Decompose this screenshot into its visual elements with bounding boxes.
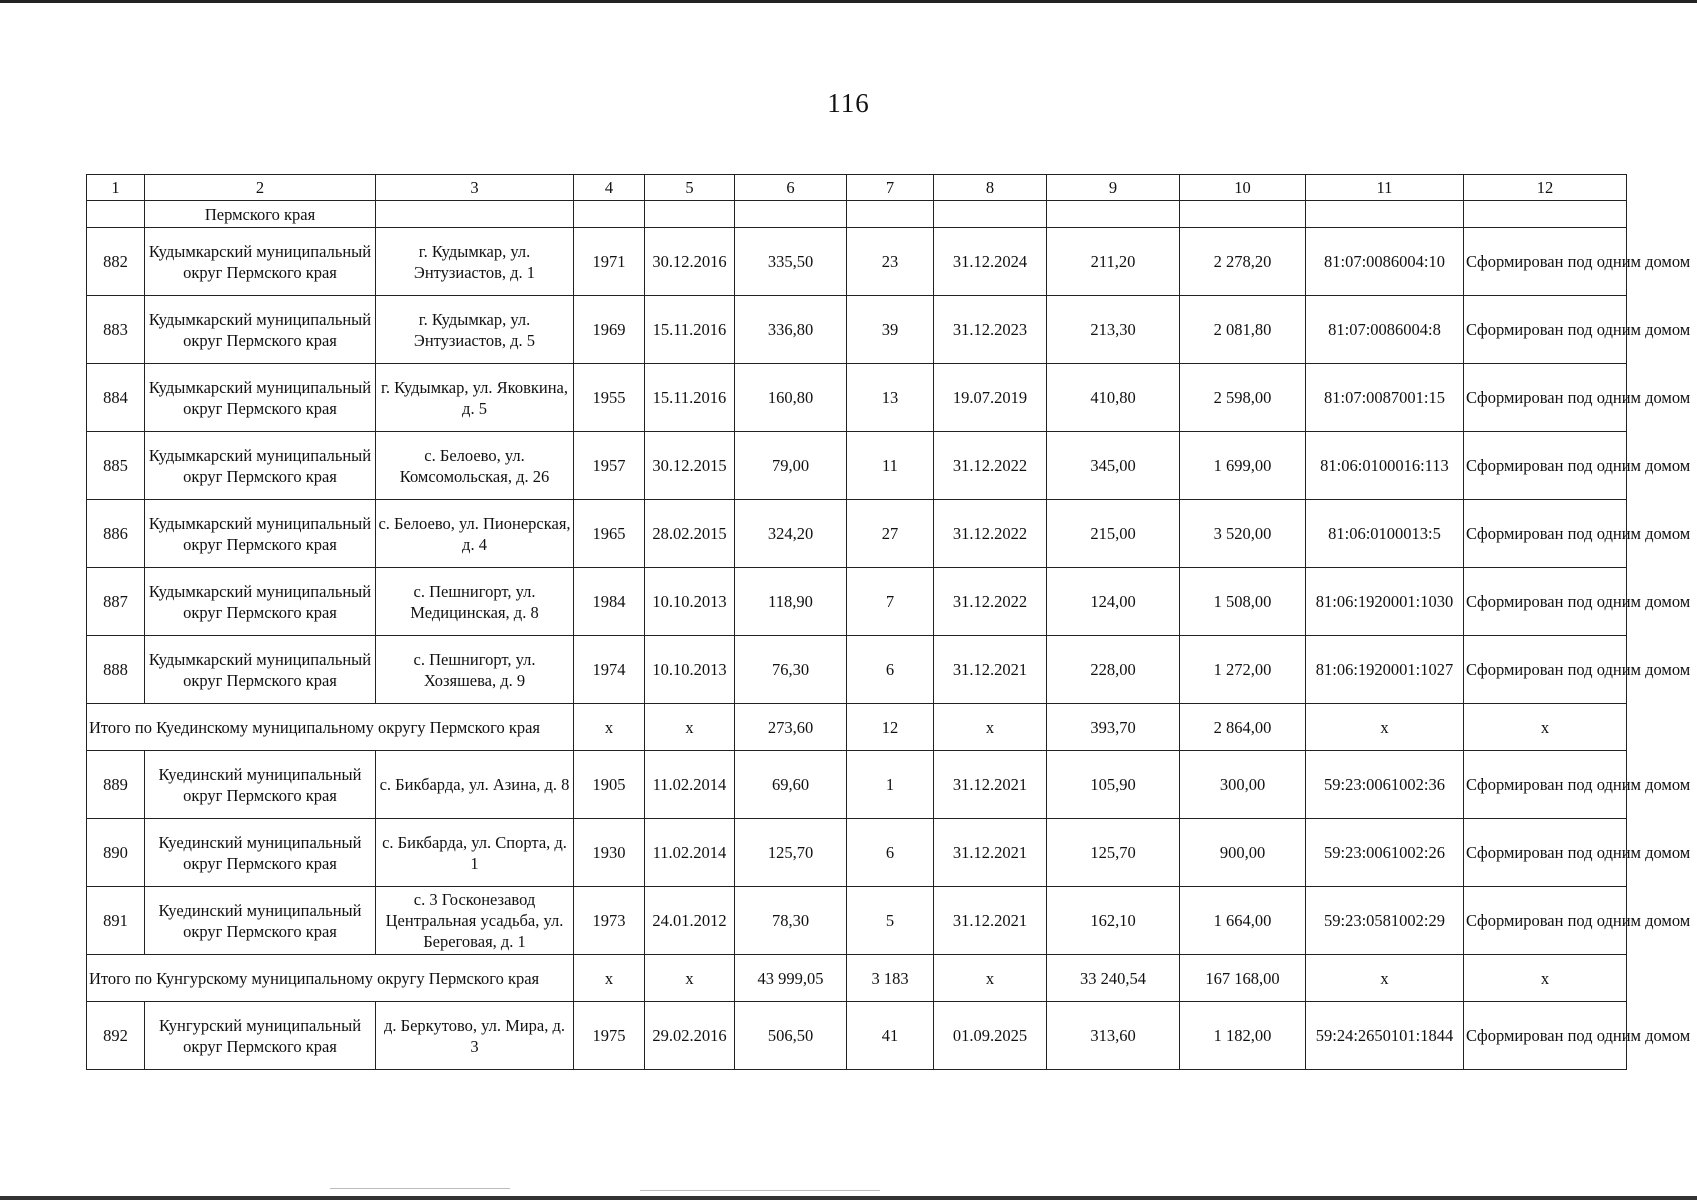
cadastral-number-cell: 81:06:0100013:5 bbox=[1306, 500, 1464, 568]
amount-cell: 2 864,00 bbox=[1180, 704, 1306, 751]
land-area-cell: 33 240,54 bbox=[1047, 955, 1180, 1002]
cadastral-number-cell: 81:06:1920001:1027 bbox=[1306, 636, 1464, 704]
municipality-cell: Куединский муниципальный округ Пермского края bbox=[145, 751, 376, 819]
address-cell: д. Беркутово, ул. Мира, д. 3 bbox=[376, 1002, 574, 1070]
cadastral-number-cell: 81:07:0086004:10 bbox=[1306, 228, 1464, 296]
deadline-cell: 31.12.2022 bbox=[934, 432, 1047, 500]
amount-cell: 167 168,00 bbox=[1180, 955, 1306, 1002]
amount-cell: 2 081,80 bbox=[1180, 296, 1306, 364]
table-row bbox=[87, 364, 1627, 432]
column-number-row bbox=[87, 175, 1627, 201]
area-cell: 76,30 bbox=[735, 636, 847, 704]
municipality-cell: Кудымкарский муниципальный округ Пермского края bbox=[145, 568, 376, 636]
amount-cell: 1 272,00 bbox=[1180, 636, 1306, 704]
table-cell bbox=[645, 201, 735, 228]
column-number-header: 6 bbox=[735, 175, 847, 201]
land-area-cell: 228,00 bbox=[1047, 636, 1180, 704]
area-cell: 335,50 bbox=[735, 228, 847, 296]
address-cell: г. Кудымкар, ул. Яковкина, д. 5 bbox=[376, 364, 574, 432]
row-number-cell: 892 bbox=[87, 1002, 145, 1070]
land-area-cell: 124,00 bbox=[1047, 568, 1180, 636]
year-built-cell: 1965 bbox=[574, 500, 645, 568]
cadastral-number-cell: 81:07:0086004:8 bbox=[1306, 296, 1464, 364]
deadline-cell: 01.09.2025 bbox=[934, 1002, 1047, 1070]
column-number-header: 2 bbox=[145, 175, 376, 201]
row-number-cell: 884 bbox=[87, 364, 145, 432]
land-area-cell: 162,10 bbox=[1047, 887, 1180, 955]
table-cell bbox=[1464, 201, 1627, 228]
land-area-cell: 211,20 bbox=[1047, 228, 1180, 296]
amount-cell: 2 598,00 bbox=[1180, 364, 1306, 432]
land-status-cell: Сформирован под одним домом bbox=[1464, 819, 1627, 887]
year-built-cell: 1974 bbox=[574, 636, 645, 704]
area-cell: 78,30 bbox=[735, 887, 847, 955]
amount-cell: 2 278,20 bbox=[1180, 228, 1306, 296]
land-status-cell: Сформирован под одним домом bbox=[1464, 228, 1627, 296]
residents-cell: 23 bbox=[847, 228, 934, 296]
row-number-cell: 888 bbox=[87, 636, 145, 704]
residents-cell: 1 bbox=[847, 751, 934, 819]
residents-cell: 6 bbox=[847, 636, 934, 704]
column-number-header: 3 bbox=[376, 175, 574, 201]
date-cell: 15.11.2016 bbox=[645, 364, 735, 432]
column-number-header: 9 bbox=[1047, 175, 1180, 201]
year-built-cell: 1957 bbox=[574, 432, 645, 500]
area-cell: 336,80 bbox=[735, 296, 847, 364]
land-status-cell: Сформирован под одним домом bbox=[1464, 1002, 1627, 1070]
year-built-cell: 1975 bbox=[574, 1002, 645, 1070]
deadline-cell: 31.12.2021 bbox=[934, 636, 1047, 704]
address-cell: с. Пешнигорт, ул. Хозяшева, д. 9 bbox=[376, 636, 574, 704]
cadastral-number-cell: 59:23:0061002:36 bbox=[1306, 751, 1464, 819]
amount-cell: 1 699,00 bbox=[1180, 432, 1306, 500]
area-cell: 324,20 bbox=[735, 500, 847, 568]
subtotal-label: Итого по Кунгурскому муниципальному округу Пермского края bbox=[87, 955, 574, 1002]
date-cell: 15.11.2016 bbox=[645, 296, 735, 364]
land-area-cell: 393,70 bbox=[1047, 704, 1180, 751]
table-row bbox=[87, 1002, 1627, 1070]
date-cell: х bbox=[645, 704, 735, 751]
land-status-cell: Сформирован под одним домом bbox=[1464, 432, 1627, 500]
column-number-header: 5 bbox=[645, 175, 735, 201]
row-number-cell: 882 bbox=[87, 228, 145, 296]
deadline-cell: 31.12.2024 bbox=[934, 228, 1047, 296]
column-number-header: 1 bbox=[87, 175, 145, 201]
residents-cell: 41 bbox=[847, 1002, 934, 1070]
residents-cell: 12 bbox=[847, 704, 934, 751]
date-cell: 10.10.2013 bbox=[645, 636, 735, 704]
date-cell: 10.10.2013 bbox=[645, 568, 735, 636]
residents-cell: 6 bbox=[847, 819, 934, 887]
subtotal-row bbox=[87, 955, 1627, 1002]
table-row bbox=[87, 751, 1627, 819]
table-cell bbox=[847, 201, 934, 228]
column-number-header: 11 bbox=[1306, 175, 1464, 201]
continuation-row bbox=[87, 201, 1627, 228]
table-cell bbox=[1180, 201, 1306, 228]
cadastral-number-cell: х bbox=[1306, 955, 1464, 1002]
cadastral-number-cell: 81:07:0087001:15 bbox=[1306, 364, 1464, 432]
table-row bbox=[87, 296, 1627, 364]
area-cell: 118,90 bbox=[735, 568, 847, 636]
residents-cell: 13 bbox=[847, 364, 934, 432]
deadline-cell: 31.12.2022 bbox=[934, 500, 1047, 568]
subtotal-row bbox=[87, 704, 1627, 751]
cadastral-number-cell: 81:06:0100016:113 bbox=[1306, 432, 1464, 500]
table-cell bbox=[87, 201, 145, 228]
column-number-header: 10 bbox=[1180, 175, 1306, 201]
year-built-cell: 1984 bbox=[574, 568, 645, 636]
land-status-cell: Сформирован под одним домом bbox=[1464, 296, 1627, 364]
cadastral-number-cell: 59:23:0061002:26 bbox=[1306, 819, 1464, 887]
year-built-cell: 1930 bbox=[574, 819, 645, 887]
residents-cell: 3 183 bbox=[847, 955, 934, 1002]
row-number-cell: 891 bbox=[87, 887, 145, 955]
land-status-cell: Сформирован под одним домом bbox=[1464, 364, 1627, 432]
municipality-cell: Куединский муниципальный округ Пермского края bbox=[145, 887, 376, 955]
top-scan-border bbox=[0, 0, 1697, 3]
area-cell: 79,00 bbox=[735, 432, 847, 500]
municipality-cell: Кудымкарский муниципальный округ Пермского края bbox=[145, 500, 376, 568]
year-built-cell: 1971 bbox=[574, 228, 645, 296]
column-number-header: 4 bbox=[574, 175, 645, 201]
deadline-cell: х bbox=[934, 955, 1047, 1002]
residents-cell: 5 bbox=[847, 887, 934, 955]
table-row bbox=[87, 887, 1627, 955]
municipality-cell: Кудымкарский муниципальный округ Пермского края bbox=[145, 364, 376, 432]
column-number-header: 12 bbox=[1464, 175, 1627, 201]
cadastral-number-cell: 81:06:1920001:1030 bbox=[1306, 568, 1464, 636]
year-built-cell: 1955 bbox=[574, 364, 645, 432]
year-built-cell: 1905 bbox=[574, 751, 645, 819]
table-cell bbox=[1047, 201, 1180, 228]
amount-cell: 1 508,00 bbox=[1180, 568, 1306, 636]
date-cell: 30.12.2015 bbox=[645, 432, 735, 500]
date-cell: 30.12.2016 bbox=[645, 228, 735, 296]
table-body bbox=[87, 175, 1691, 1070]
year-built-cell: х bbox=[574, 704, 645, 751]
column-number-header: 7 bbox=[847, 175, 934, 201]
municipality-cell: Пермского края bbox=[145, 201, 376, 228]
land-status-cell: Сформирован под одним домом bbox=[1464, 887, 1627, 955]
land-status-cell: Сформирован под одним домом bbox=[1464, 500, 1627, 568]
cadastral-number-cell: х bbox=[1306, 704, 1464, 751]
area-cell: 69,60 bbox=[735, 751, 847, 819]
address-cell: с. Бикбарда, ул. Спорта, д. 1 bbox=[376, 819, 574, 887]
table-row bbox=[87, 636, 1627, 704]
page-number: 116 bbox=[827, 88, 870, 118]
area-cell: 506,50 bbox=[735, 1002, 847, 1070]
land-status-cell: Сформирован под одним домом bbox=[1464, 568, 1627, 636]
land-area-cell: 313,60 bbox=[1047, 1002, 1180, 1070]
cadastral-number-cell: 59:23:0581002:29 bbox=[1306, 887, 1464, 955]
deadline-cell: 31.12.2021 bbox=[934, 887, 1047, 955]
area-cell: 43 999,05 bbox=[735, 955, 847, 1002]
land-status-cell: Сформирован под одним домом bbox=[1464, 751, 1627, 819]
amount-cell: 1 664,00 bbox=[1180, 887, 1306, 955]
residents-cell: 11 bbox=[847, 432, 934, 500]
amount-cell: 3 520,00 bbox=[1180, 500, 1306, 568]
address-cell: с. Белоево, ул. Комсомольская, д. 26 bbox=[376, 432, 574, 500]
table-cell bbox=[574, 201, 645, 228]
address-cell: с. Бикбарда, ул. Азина, д. 8 bbox=[376, 751, 574, 819]
address-cell: г. Кудымкар, ул. Энтузиастов, д. 1 bbox=[376, 228, 574, 296]
subtotal-label: Итого по Куединскому муниципальному округу Пермского края bbox=[87, 704, 574, 751]
scan-artifact bbox=[330, 1188, 510, 1189]
amount-cell: 900,00 bbox=[1180, 819, 1306, 887]
row-number-cell: 887 bbox=[87, 568, 145, 636]
table-row bbox=[87, 228, 1627, 296]
row-number-cell: 886 bbox=[87, 500, 145, 568]
land-status-cell: х bbox=[1464, 704, 1627, 751]
table-row bbox=[87, 568, 1627, 636]
table-cell bbox=[1306, 201, 1464, 228]
municipality-cell: Кудымкарский муниципальный округ Пермского края bbox=[145, 228, 376, 296]
column-number-header: 8 bbox=[934, 175, 1047, 201]
land-area-cell: 345,00 bbox=[1047, 432, 1180, 500]
date-cell: 28.02.2015 bbox=[645, 500, 735, 568]
row-number-cell: 885 bbox=[87, 432, 145, 500]
municipality-cell: Куединский муниципальный округ Пермского края bbox=[145, 819, 376, 887]
table-cell bbox=[735, 201, 847, 228]
deadline-cell: 31.12.2021 bbox=[934, 819, 1047, 887]
land-area-cell: 105,90 bbox=[1047, 751, 1180, 819]
bottom-scan-border bbox=[0, 1196, 1697, 1200]
row-number-cell: 890 bbox=[87, 819, 145, 887]
land-area-cell: 213,30 bbox=[1047, 296, 1180, 364]
date-cell: 29.02.2016 bbox=[645, 1002, 735, 1070]
municipality-cell: Кудымкарский муниципальный округ Пермского края bbox=[145, 636, 376, 704]
municipality-cell: Кудымкарский муниципальный округ Пермского края bbox=[145, 296, 376, 364]
address-cell: г. Кудымкар, ул. Энтузиастов, д. 5 bbox=[376, 296, 574, 364]
residents-cell: 39 bbox=[847, 296, 934, 364]
table-row bbox=[87, 432, 1627, 500]
deadline-cell: 19.07.2019 bbox=[934, 364, 1047, 432]
cadastral-number-cell: 59:24:2650101:1844 bbox=[1306, 1002, 1464, 1070]
land-status-cell: х bbox=[1464, 955, 1627, 1002]
address-cell: с. Пешнигорт, ул. Медицинская, д. 8 bbox=[376, 568, 574, 636]
table-cell bbox=[934, 201, 1047, 228]
area-cell: 273,60 bbox=[735, 704, 847, 751]
year-built-cell: 1969 bbox=[574, 296, 645, 364]
deadline-cell: 31.12.2023 bbox=[934, 296, 1047, 364]
municipality-cell: Кунгурский муниципальный округ Пермского края bbox=[145, 1002, 376, 1070]
scan-artifact bbox=[640, 1190, 880, 1191]
date-cell: х bbox=[645, 955, 735, 1002]
municipality-cell: Кудымкарский муниципальный округ Пермского края bbox=[145, 432, 376, 500]
row-number-cell: 883 bbox=[87, 296, 145, 364]
residents-cell: 27 bbox=[847, 500, 934, 568]
area-cell: 125,70 bbox=[735, 819, 847, 887]
deadline-cell: х bbox=[934, 704, 1047, 751]
address-cell: с. 3 Госконезавод Центральная усадьба, ул. Береговая, д. 1 bbox=[376, 887, 574, 955]
table-row bbox=[87, 500, 1627, 568]
deadline-cell: 31.12.2021 bbox=[934, 751, 1047, 819]
table-cell bbox=[376, 201, 574, 228]
table-row bbox=[87, 819, 1627, 887]
date-cell: 24.01.2012 bbox=[645, 887, 735, 955]
amount-cell: 1 182,00 bbox=[1180, 1002, 1306, 1070]
date-cell: 11.02.2014 bbox=[645, 751, 735, 819]
land-status-cell: Сформирован под одним домом bbox=[1464, 636, 1627, 704]
amount-cell: 300,00 bbox=[1180, 751, 1306, 819]
land-area-cell: 410,80 bbox=[1047, 364, 1180, 432]
land-area-cell: 125,70 bbox=[1047, 819, 1180, 887]
year-built-cell: 1973 bbox=[574, 887, 645, 955]
residents-cell: 7 bbox=[847, 568, 934, 636]
deadline-cell: 31.12.2022 bbox=[934, 568, 1047, 636]
housing-registry-table bbox=[86, 174, 1691, 1070]
date-cell: 11.02.2014 bbox=[645, 819, 735, 887]
address-cell: с. Белоево, ул. Пионерская, д. 4 bbox=[376, 500, 574, 568]
row-number-cell: 889 bbox=[87, 751, 145, 819]
area-cell: 160,80 bbox=[735, 364, 847, 432]
land-area-cell: 215,00 bbox=[1047, 500, 1180, 568]
year-built-cell: х bbox=[574, 955, 645, 1002]
